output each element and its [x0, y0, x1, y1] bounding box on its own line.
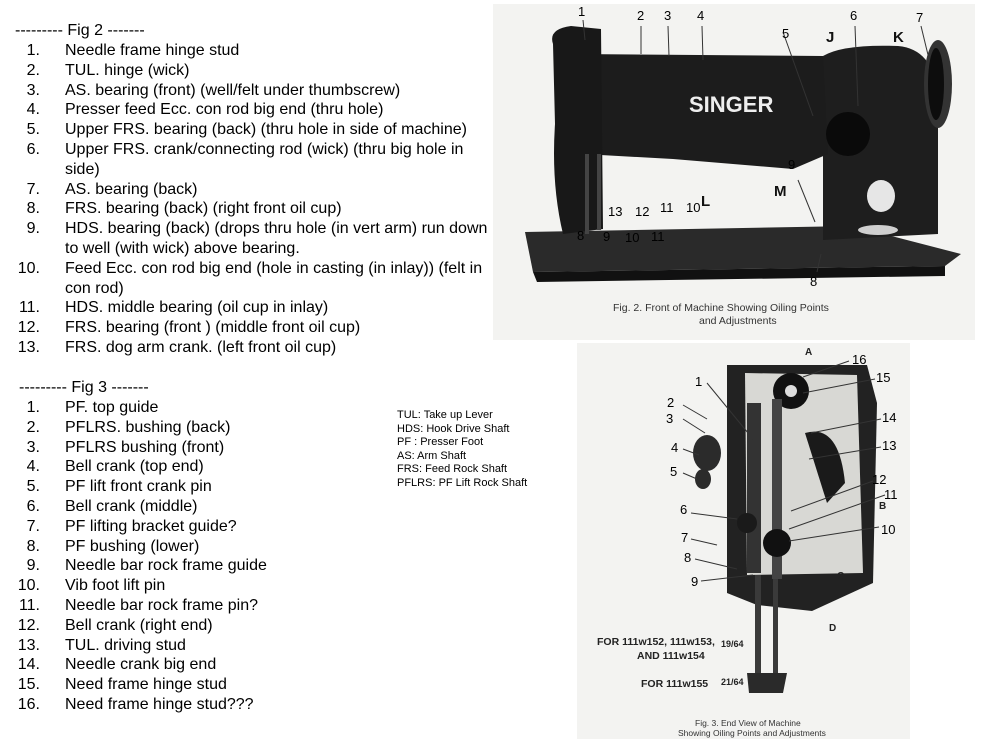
callout-number: 10 [881, 522, 896, 537]
item-number: 12. [17, 616, 40, 634]
fig3-list [15, 398, 389, 715]
callout-number: 13 [882, 438, 897, 453]
item-text: Need frame hinge stud??? [65, 695, 254, 713]
item-number: 13. [17, 338, 40, 356]
callout-number: 7 [916, 10, 924, 25]
fig3-heading: --------- Fig 3 ------- [19, 379, 149, 396]
item-text: FRS. bearing (back) (right front oil cup) [65, 200, 342, 218]
callout-number: 9 [603, 229, 611, 244]
item-number: 10. [17, 259, 40, 277]
list-item [15, 81, 493, 101]
callout-number: 12 [872, 472, 887, 487]
item-number: 9. [26, 220, 40, 238]
callout-number: 9 [788, 157, 796, 172]
item-text: PF lift front crank pin [65, 478, 212, 496]
item-text: PF. top guide [65, 399, 159, 416]
fraction-note: 21/64 [721, 677, 744, 687]
list-item [15, 556, 389, 576]
callout-number: 13 [608, 204, 623, 219]
abbrev-line: PF : Presser Foot [397, 436, 484, 449]
item-number: 15. [17, 676, 40, 694]
item-number: 8. [26, 200, 40, 218]
item-text: Needle bar rock frame pin? [65, 596, 258, 614]
item-number: 1. [26, 399, 40, 416]
item-number: 7. [26, 517, 40, 535]
item-text: PF bushing (lower) [65, 537, 200, 555]
item-number: 5. [26, 121, 40, 139]
callout-number: 6 [850, 8, 858, 23]
model-note: AND 111w154 [637, 650, 705, 662]
item-text: PF lifting bracket guide? [65, 517, 237, 535]
list-item [15, 219, 493, 259]
callout-number: 1 [578, 4, 586, 19]
list-item [15, 140, 493, 180]
item-number: 12. [17, 319, 40, 337]
item-text: Bell crank (middle) [65, 497, 198, 515]
item-number: 6. [26, 140, 40, 158]
fig3-legend [19, 378, 389, 715]
item-number: 3. [26, 81, 40, 99]
item-text: AS. bearing (back) [65, 180, 198, 198]
item-number: 11. [18, 299, 40, 317]
callout-number: 10 [625, 230, 640, 245]
abbrev-line: PFLRS: PF Lift Rock Shaft [397, 476, 528, 489]
sewing-machine-front-illustration [493, 4, 975, 340]
abbrev-line: AS: Arm Shaft [397, 449, 467, 462]
list-item [15, 675, 389, 695]
list-item [15, 259, 493, 299]
brand-label: SINGER [689, 92, 774, 117]
figure-caption: Fig. 3. End View of Machine [695, 718, 801, 728]
callout-letter: L [701, 193, 711, 210]
figure-2-front-view [493, 4, 975, 340]
item-number: 16. [17, 695, 40, 713]
fig2-legend [15, 21, 493, 358]
list-item [15, 318, 493, 338]
callout-number: 16 [852, 352, 867, 367]
callout-number: 11 [651, 229, 665, 244]
callout-number: 3 [664, 8, 672, 23]
list-item [15, 616, 389, 636]
model-note: FOR 111w155 [641, 678, 709, 690]
callout-letter: J [826, 29, 835, 46]
item-number: 2. [26, 418, 40, 436]
item-text: Upper FRS. crank/connecting rod (wick) (thru big hole in side) [65, 140, 464, 178]
fraction-note: 19/64 [721, 639, 744, 649]
callout-letter: D [829, 623, 837, 634]
item-text: Needle frame hinge stud [65, 42, 240, 59]
callout-number: 11 [884, 487, 898, 502]
callout-letter: M [774, 183, 787, 200]
item-text: Bell crank (top end) [65, 458, 204, 476]
list-item [15, 457, 389, 477]
item-number: 3. [26, 438, 40, 456]
item-text: HDS. bearing (back) (drops thru hole (in vert arm) run down to well (with wick) above bearing. [65, 220, 488, 257]
item-text: Needle crank big end [65, 656, 217, 674]
abbreviation-key [397, 409, 527, 491]
item-number: 11. [18, 596, 40, 614]
item-number: 8. [26, 537, 40, 555]
item-text: TUL. hinge (wick) [65, 61, 190, 79]
item-number: 10. [17, 577, 40, 595]
item-text: AS. bearing (front) (well/felt under thumbscrew) [65, 81, 401, 99]
abbrev-line: TUL: Take up Lever [397, 409, 493, 421]
item-text: Vib foot lift pin [65, 577, 166, 595]
list-item [15, 576, 389, 596]
list-item [15, 497, 389, 517]
item-text: Upper FRS. bearing (back) (thru hole in side of machine) [65, 121, 467, 139]
callout-letter: A [805, 347, 813, 358]
list-item [15, 338, 493, 358]
item-number: 5. [26, 478, 40, 496]
list-item [15, 61, 493, 81]
list-item [15, 596, 389, 616]
abbrev-line: FRS: Feed Rock Shaft [397, 463, 508, 476]
callout-letter: C [837, 571, 845, 582]
item-text: Presser feed Ecc. con rod big end (thru hole) [65, 101, 384, 119]
callout-number: 5 [782, 26, 790, 41]
callout-number: 14 [882, 410, 897, 425]
callout-number: 3 [666, 411, 674, 426]
callout-number: 2 [637, 8, 645, 23]
list-item [15, 655, 389, 675]
item-text: Bell crank (right end) [65, 616, 213, 634]
item-number: 7. [26, 180, 40, 198]
callout-number: 1 [695, 374, 703, 389]
figure-caption: Fig. 2. Front of Machine Showing Oiling Points [613, 302, 829, 314]
callout-number: 2 [667, 395, 675, 410]
callout-number: 8 [810, 274, 818, 289]
list-item [15, 100, 493, 120]
list-item [15, 398, 389, 418]
item-text: FRS. bearing (front ) (middle front oil cup) [65, 319, 361, 337]
item-number: 1. [26, 42, 40, 59]
callout-number: 8 [577, 228, 585, 243]
list-item [15, 120, 493, 140]
list-item [15, 418, 389, 438]
callout-number: 4 [697, 8, 705, 23]
list-item [15, 636, 389, 656]
item-number: 6. [26, 497, 40, 515]
callout-number: 12 [635, 204, 650, 219]
figure-caption: Showing Oiling Points and Adjustments [678, 728, 826, 738]
item-text: PFLRS bushing (front) [65, 438, 225, 456]
callout-number: 6 [680, 502, 688, 517]
item-text: FRS. dog arm crank. (left front oil cup) [65, 338, 337, 356]
callout-number: 10 [686, 200, 701, 215]
callout-number: 11 [660, 200, 674, 215]
figure-3-end-view [577, 343, 910, 739]
list-item [15, 438, 389, 458]
item-text: PFLRS. bushing (back) [65, 418, 231, 436]
item-number: 14. [17, 656, 40, 674]
model-note: FOR 111w152, 111w153, [597, 636, 715, 648]
list-item [15, 199, 493, 219]
callout-letter: B [879, 501, 887, 512]
callout-number: 7 [681, 530, 689, 545]
callout-letter: K [893, 29, 904, 46]
item-number: 4. [26, 458, 40, 476]
callout-number: 5 [670, 464, 678, 479]
item-number: 13. [17, 636, 40, 654]
list-item [15, 41, 493, 61]
item-number: 2. [26, 61, 40, 79]
item-text: Needle bar rock frame guide [65, 557, 267, 575]
item-number: 4. [26, 101, 40, 119]
list-item [15, 537, 389, 557]
fig2-list [15, 41, 493, 358]
fig2-heading: --------- Fig 2 ------- [15, 22, 145, 39]
item-text: Need frame hinge stud [65, 676, 227, 694]
sewing-machine-end-illustration [577, 343, 910, 739]
item-text: HDS. middle bearing (oil cup in inlay) [65, 299, 329, 317]
item-number: 9. [26, 557, 40, 575]
list-item [15, 180, 493, 200]
abbrev-line: HDS: Hook Drive Shaft [397, 422, 510, 435]
list-item [15, 517, 389, 537]
figure-caption: and Adjustments [699, 315, 777, 327]
callout-number: 9 [691, 574, 699, 589]
list-item [15, 298, 493, 318]
callout-number: 8 [684, 550, 692, 565]
item-text: TUL. driving stud [65, 636, 186, 654]
list-item [15, 477, 389, 497]
callout-number: 15 [876, 370, 891, 385]
callout-number: 4 [671, 440, 679, 455]
list-item [15, 695, 389, 715]
item-text: Feed Ecc. con rod big end (hole in casting (in inlay)) (felt in con rod) [65, 259, 483, 297]
